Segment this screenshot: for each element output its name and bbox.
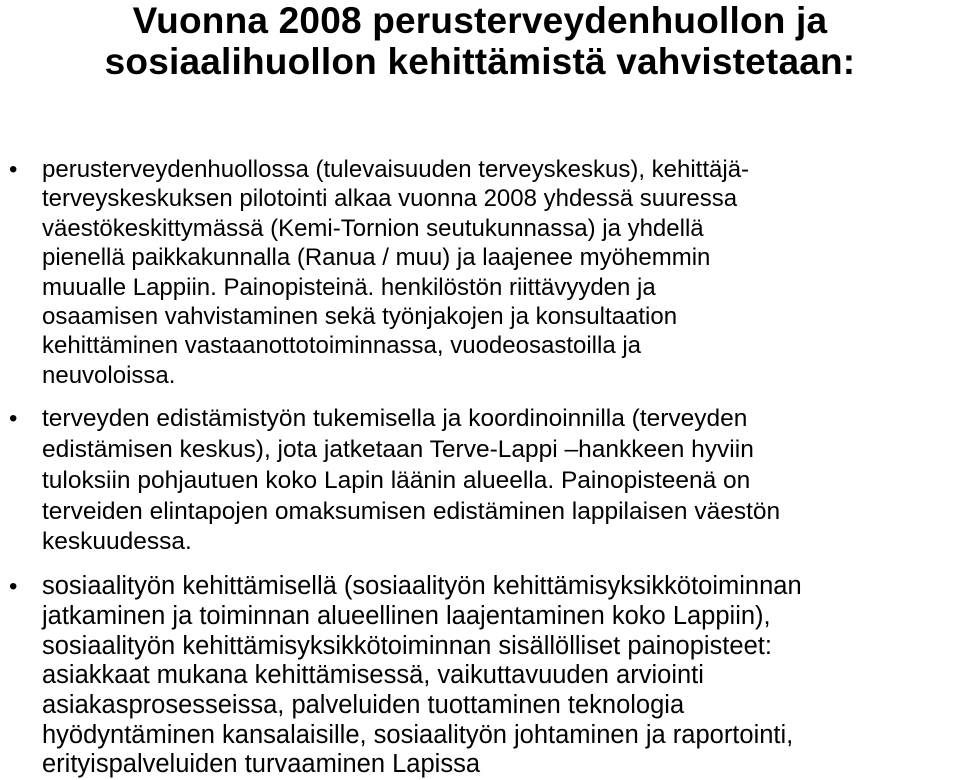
bullet-line: asiakkaat mukana kehittämisessä, vaikuttavuuden arviointi <box>42 661 704 690</box>
slide-title <box>0 0 960 82</box>
bullet-line: perusterveydenhuollossa (tulevaisuuden terveyskeskus), kehittäjä- <box>42 156 750 183</box>
bullet-line: muualle Lappiin. Painopisteinä. henkilöstön riittävyyden ja <box>42 273 656 301</box>
bullet-line: kehittäminen vastaanottotoiminnassa, vuodeosastoilla ja <box>42 332 642 360</box>
bullet-line: sosiaalityön kehittämisyksikkötoiminnan sisällölliset painopisteet: <box>42 631 772 660</box>
bullet-item-primary-care <box>0 155 960 390</box>
bullet-line: edistämisen keskus), jota jatketaan Terve-Lappi –hankkeen hyviin <box>42 436 754 464</box>
bullet-list <box>0 155 960 780</box>
bullet-line: tuloksiin pohjautuen koko Lapin läänin alueella. Painopisteenä on <box>42 466 751 494</box>
bullet-line: asiakasprosesseissa, palveluiden tuottaminen teknologia <box>42 691 685 720</box>
bullet-line: terveyskeskuksen pilotointi alkaa vuonna 2008 yhdessä suuressa <box>42 185 738 213</box>
bullet-line: neuvoloissa. <box>42 361 176 389</box>
bullet-line: sosiaalityön kehittämisellä (sosiaalityön kehittämisyksikkötoiminnan <box>42 572 802 601</box>
bullet-marker: • <box>9 573 18 601</box>
bullet-marker: • <box>9 156 18 183</box>
bullet-line: terveyden edistämistyön tukemisella ja koordinoinnilla (terveyden <box>42 405 748 433</box>
bullet-text <box>42 155 960 390</box>
bullet-line: erityispalveluiden turvaaminen Lapissa <box>42 750 480 779</box>
title-line: Vuonna 2008 perusterveydenhuollon ja <box>132 0 828 41</box>
bullet-item-social-work <box>0 572 960 780</box>
bullet-line: väestökeskittymässä (Kemi-Tornion seutukunnassa) ja yhdellä <box>42 214 704 242</box>
bullet-line: jatkaminen ja toiminnan alueellinen laajentaminen koko Lappiin), <box>42 601 771 630</box>
bullet-text <box>42 572 960 780</box>
bullet-item-health-promotion <box>0 404 960 558</box>
bullet-text <box>42 404 960 558</box>
bullet-line: pienellä paikkakunnalla (Ranua / muu) ja laajenee myöhemmin <box>42 244 711 272</box>
bullet-line: osaamisen vahvistaminen sekä työnjakojen ja konsultaation <box>42 303 678 331</box>
bullet-line: keskuudessa. <box>42 528 192 556</box>
title-line: sosiaalihuollon kehittämistä vahvistetaan: <box>104 41 856 82</box>
bullet-line: terveiden elintapojen omaksumisen edistäminen lappilaisen väestön <box>42 497 781 525</box>
bullet-line: hyödyntäminen kansalaisille, sosiaalityön johtaminen ja raportointi, <box>42 720 794 749</box>
bullet-marker: • <box>9 405 18 433</box>
